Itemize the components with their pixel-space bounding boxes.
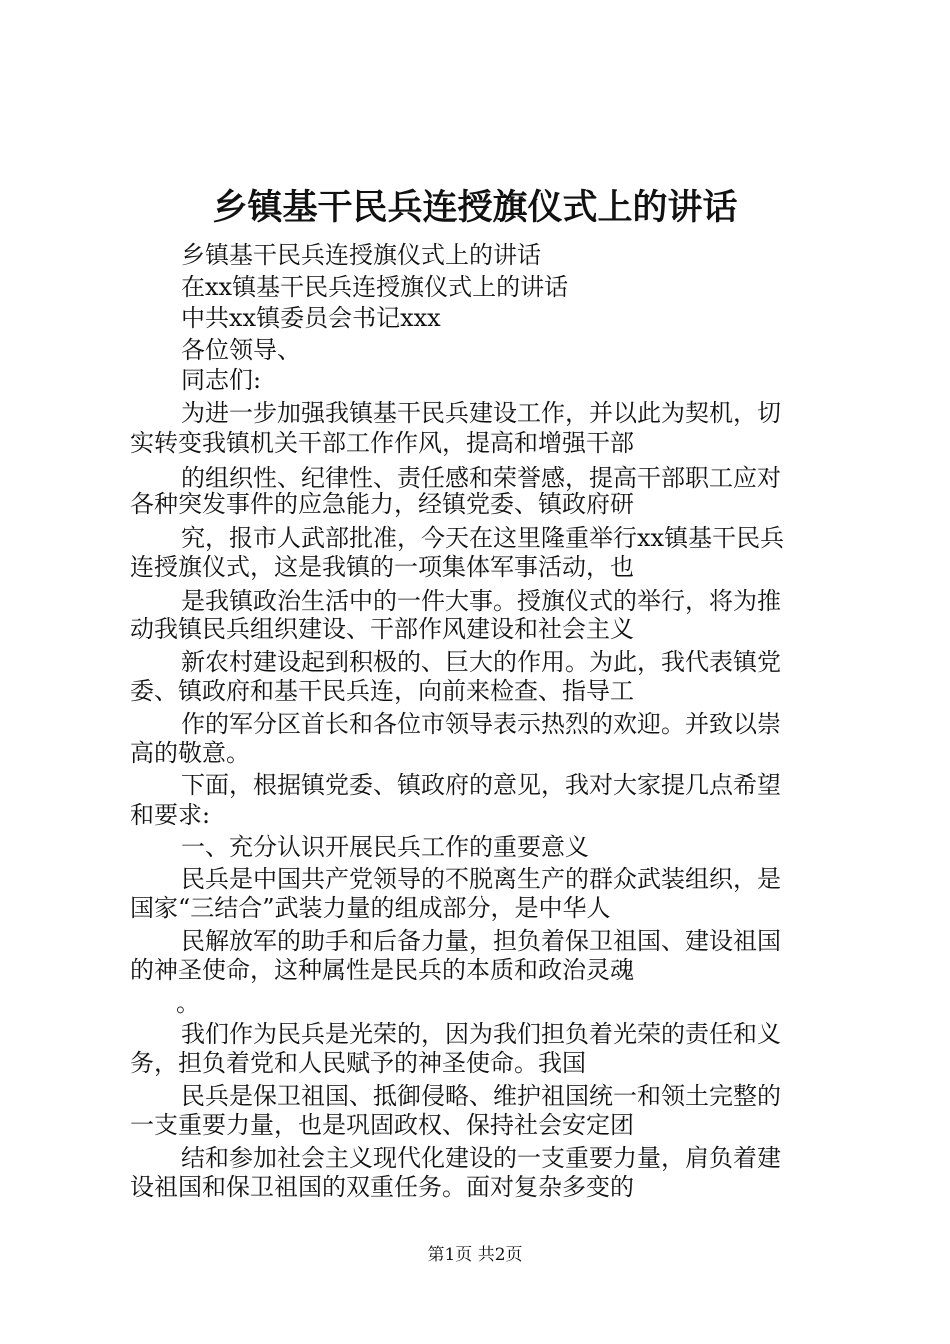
text-line: 连授旗仪式，这是我镇的一项集体军事活动，也 <box>130 553 634 581</box>
text-line: 同志们: <box>181 366 262 394</box>
text-line: 。 <box>176 989 200 1017</box>
document-title: 乡镇基干民兵连授旗仪式上的讲话 <box>212 187 738 228</box>
text-line: 究，报市人武部批准，今天在这里隆重举行xx镇基干民兵 <box>181 524 785 552</box>
text-line: 实转变我镇机关干部工作作风，提高和增强干部 <box>130 429 634 457</box>
text-line: 新农村建设起到积极的、巨大的作用。为此，我代表镇党 <box>181 648 781 676</box>
section-heading: 一、充分认识开展民兵工作的重要意义 <box>181 833 589 861</box>
text-line: 结和参加社会主义现代化建设的一支重要力量，肩负着建 <box>181 1144 781 1172</box>
text-line: 一支重要力量，也是巩固政权、保持社会安定团 <box>130 1111 634 1139</box>
text-line: 为进一步加强我镇基干民兵建设工作，并以此为契机，切 <box>181 399 781 427</box>
text-line: 中共xx镇委员会书记xxx <box>181 304 441 332</box>
text-line: 民兵是保卫祖国、抵御侵略、维护祖国统一和领土完整的 <box>181 1082 781 1110</box>
text-line: 我们作为民兵是光荣的，因为我们担负着光荣的责任和义 <box>181 1020 781 1048</box>
text-line: 是我镇政治生活中的一件大事。授旗仪式的举行，将为推 <box>181 587 781 615</box>
text-line: 的组织性、纪律性、责任感和荣誉感，提高干部职工应对 <box>181 464 781 492</box>
text-line: 作的军分区首长和各位市领导表示热烈的欢迎。并致以崇 <box>181 710 781 738</box>
text-line: 务，担负着党和人民赋予的神圣使命。我国 <box>130 1049 586 1077</box>
text-line: 设祖国和保卫祖国的双重任务。面对复杂多变的 <box>130 1173 634 1201</box>
text-line: 在xx镇基干民兵连授旗仪式上的讲话 <box>181 273 569 301</box>
page-number: 第1页 共2页 <box>427 1245 523 1265</box>
text-line: 的神圣使命，这种属性是民兵的本质和政治灵魂 <box>130 956 634 984</box>
text-line: 委、镇政府和基干民兵连，向前来检查、指导工 <box>130 677 634 705</box>
text-line: 各位领导、 <box>181 336 301 364</box>
text-line: 动我镇民兵组织建设、干部作风建设和社会主义 <box>130 615 634 643</box>
text-line: 民解放军的助手和后备力量，担负着保卫祖国、建设祖国 <box>181 927 781 955</box>
text-line: 高的敬意。 <box>130 739 250 767</box>
text-line: 国家“三结合”武装力量的组成部分，是中华人 <box>130 894 611 922</box>
text-line: 民兵是中国共产党领导的不脱离生产的群众武装组织，是 <box>181 865 781 893</box>
text-line: 乡镇基干民兵连授旗仪式上的讲话 <box>181 241 541 269</box>
text-line: 下面，根据镇党委、镇政府的意见，我对大家提几点希望 <box>181 771 781 799</box>
text-line: 各种突发事件的应急能力，经镇党委、镇政府研 <box>130 490 634 518</box>
text-line: 和要求: <box>130 801 211 829</box>
